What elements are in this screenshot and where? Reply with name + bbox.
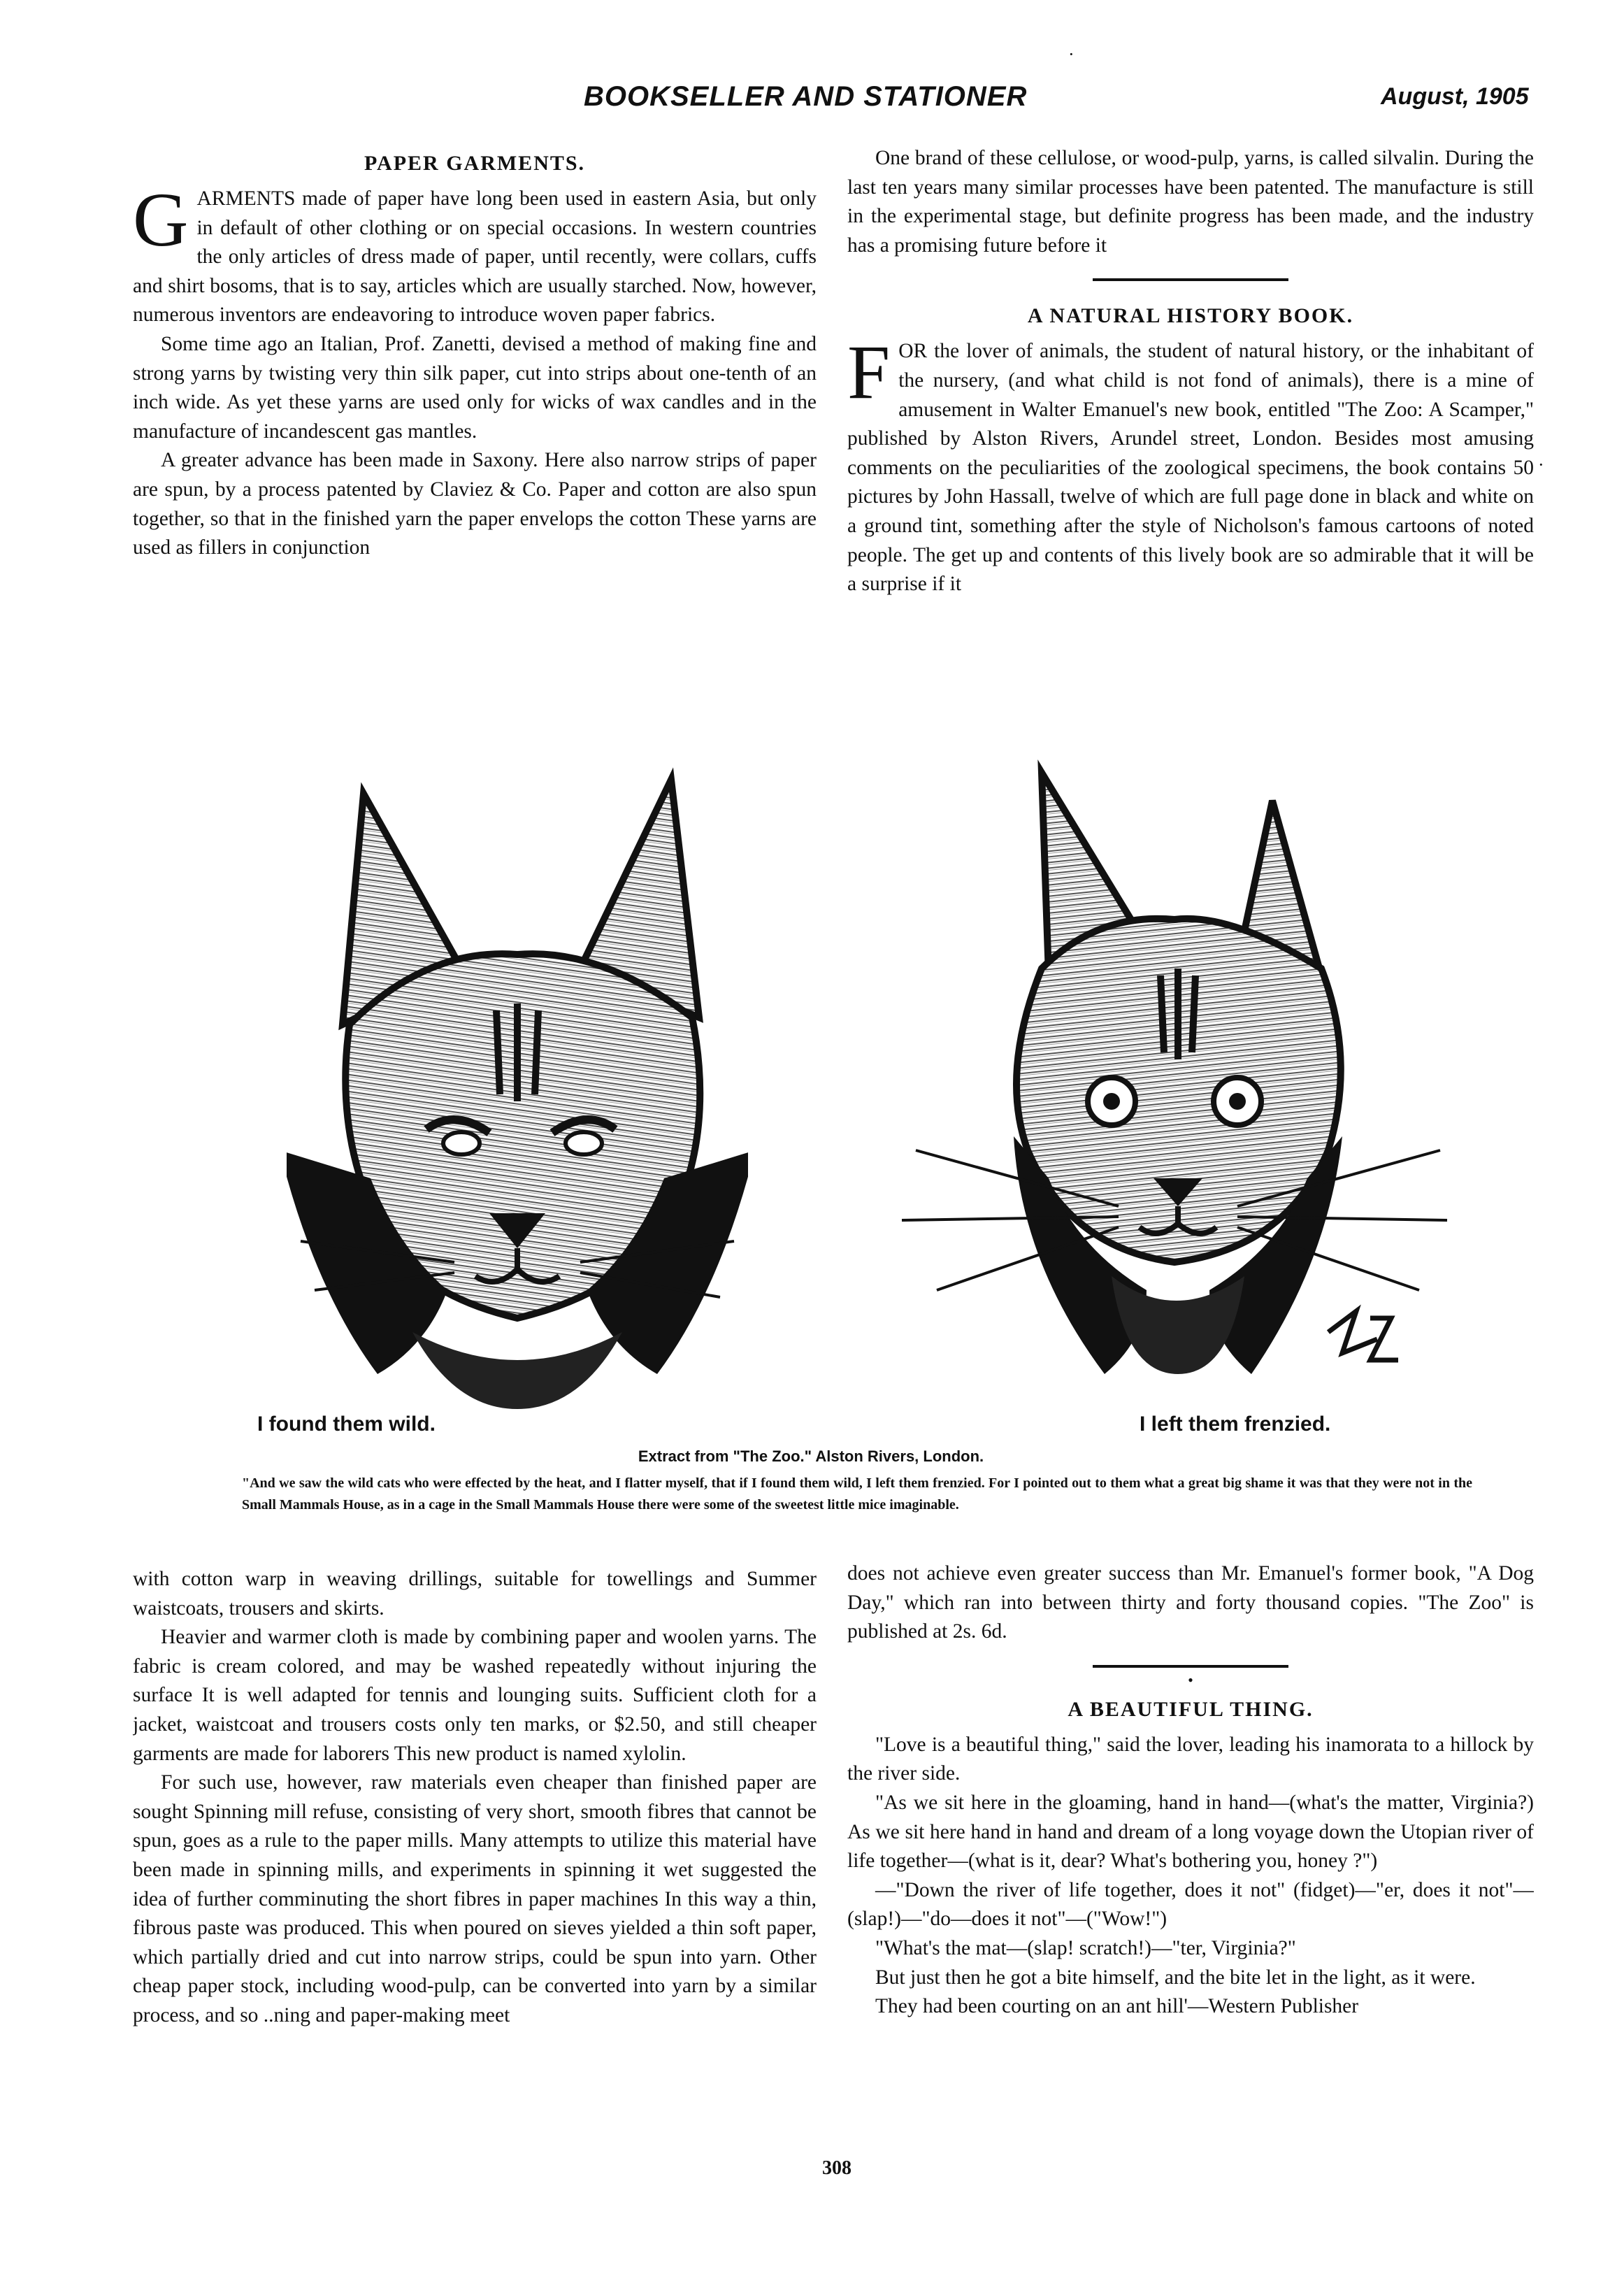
article-paragraph: They had been courting on an ant hill'—Western Publisher	[875, 1995, 1359, 2018]
article-title: A NATURAL HISTORY BOOK.	[1027, 304, 1354, 328]
top-right-column	[847, 144, 1534, 741]
paragraph-text: ARMENTS made of paper have long been used in eastern Asia, but only in default of other clothing or on special occasions. In western countries the only articles of dress made of paper, until recently, were collars, cuffs and shirt bosoms, that is to say, articles which are usually starched. Now, however, numerous inventors are endeavoring to introduce woven paper fabrics.	[133, 187, 817, 327]
ornament-dot: •	[1188, 1671, 1193, 1689]
article-paragraph	[847, 329, 1534, 599]
lynx-illustration-right	[839, 759, 1454, 1409]
article-paragraph: "As we sit here in the gloaming, hand in hand—(what's the matter, Virginia?) As we sit here hand in hand and dream of a long voyage down the Utopian river of life together—(what is it, dear? What's bothering you, honey ?")	[847, 1791, 1534, 1873]
article-paragraph: —"Down the river of life together, does it not" (fidget)—"er, does it not"—(slap!)—"do—does it not"—("Wow!")	[847, 1878, 1534, 1931]
caption-extract: Extract from "The Zoo." Alston Rivers, London.	[638, 1447, 984, 1465]
article-title: A BEAUTIFUL THING.	[1068, 1697, 1314, 1721]
article-paragraph: A greater advance has been made in Saxony. Here also narrow strips of paper are spun, by a process patented by Claviez & Co. Paper and cotton are also spun together, so that in the finished yarn the paper envelops the cotton These yarns are used as fillers in conjunction	[133, 449, 817, 559]
article-paragraph: Some time ago an Italian, Prof. Zanetti, devised a method of making fine and strong yarns by twisting very thin silk paper, cut into strips about one-tenth of an inch wide. As yet these yarns are used only for wicks of wax candles and in the manufacture of incandescent gas mantles.	[133, 332, 817, 443]
article-paragraph: does not achieve even greater success than Mr. Emanuel's former book, "A Dog Day," which ran into between thirty and forty thousand copies. "The Zoo" is published at 2s. 6d.	[847, 1562, 1534, 1643]
article-paragraph: But just then he got a bite himself, and the bite let in the light, as it were.	[875, 1966, 1476, 1989]
lynx-illustration-left	[287, 759, 748, 1409]
caption-right: I left them frenzied.	[1140, 1413, 1331, 1436]
article-paragraph: For such use, however, raw materials even cheaper than finished paper are sought Spinning mill refuse, consisting of very short, smooth fibres that cannot be spun, goes as a rule to the paper mills. Many attempts to utilize this material have been made in spinning mills, and experiments in spinning it wet suggested the idea of further comminuting the short fibres in paper machines In this way a thin, fibrous paste was produced. This when poured on sieves yielded a thin soft paper, which partially dried and cut into narrow strips, could be spun into yarn. Other cheap paper stock, including wood-pulp, can be converted into yarn by a similar process, and so ..ning and paper-making meet	[133, 1771, 817, 2026]
print-speck: ·	[1068, 44, 1075, 64]
article-paragraph: "Love is a beautiful thing," said the lover, leading his inamorata to a hillock by the river side.	[847, 1733, 1534, 1785]
running-head-date: August, 1905	[1381, 83, 1529, 110]
page-number: 308	[822, 2157, 851, 2179]
article-paragraph: with cotton warp in weaving drillings, suitable for towellings and Summer waistcoats, trousers and skirts.	[133, 1568, 817, 1620]
drop-cap: F	[847, 329, 891, 415]
bottom-left-column	[133, 1565, 817, 2187]
caption-quote: "And we saw the wild cats who were effected by the heat, and I flatter myself, that if I found them wild, I left them frenzied. For I pointed out to them what a great big shame it was that they were not in the Small Mammals House, as in a cage in the Small Mammals House there were some of the sweetest little mice imaginable.	[242, 1475, 1472, 1513]
section-rule	[1093, 278, 1288, 281]
print-speck: ·	[1538, 455, 1544, 475]
drop-cap: G	[133, 177, 189, 262]
paragraph-text: OR the lover of animals, the student of natural history, or the inhabitant of the nursery, (and what child is not fond of animals), there is a mine of amusement in Walter Emanuel's new book, entitled "The Zoo: A Scamper," published by Alston Rivers, Arundel street, London. Besides most amusing comments on the peculiarities of the zoological specimens, the book contains 50 pictures by John Hassall, twelve of which are full page done in black and white on a ground tint, something after the style of Nicholson's famous cartoons of noted people. The get up and contents of this lively book are so admirable that it will be a surprise if it	[847, 340, 1534, 596]
article-paragraph: One brand of these cellulose, or wood-pulp, yarns, is called silvalin. During the last ten years many similar processes have been patented. The manufacture is still in the experimental stage, but definite progress has been made, and the industry has a promising future before it	[847, 147, 1534, 257]
bottom-right-column	[847, 1559, 1534, 2189]
article-paragraph: "What's the mat—(slap! scratch!)—"ter, Virginia?"	[875, 1936, 1296, 1959]
article-title: PAPER GARMENTS.	[364, 152, 586, 175]
caption-left: I found them wild.	[257, 1413, 436, 1436]
paper-garments-article	[133, 150, 817, 741]
running-head-title: BOOKSELLER AND STATIONER	[584, 81, 1028, 112]
article-paragraph: Heavier and warmer cloth is made by combining paper and woolen yarns. The fabric is cream colored, and may be washed repeatedly without injuring the surface It is well adapted for tennis and lounging suits. Sufficient cloth for a jacket, waistcoat and trousers costs only ten marks, or $2.50, and still cheaper garments are made for laborers This new product is named xylolin.	[133, 1626, 817, 1765]
article-paragraph	[133, 177, 817, 330]
section-rule	[1093, 1665, 1288, 1668]
